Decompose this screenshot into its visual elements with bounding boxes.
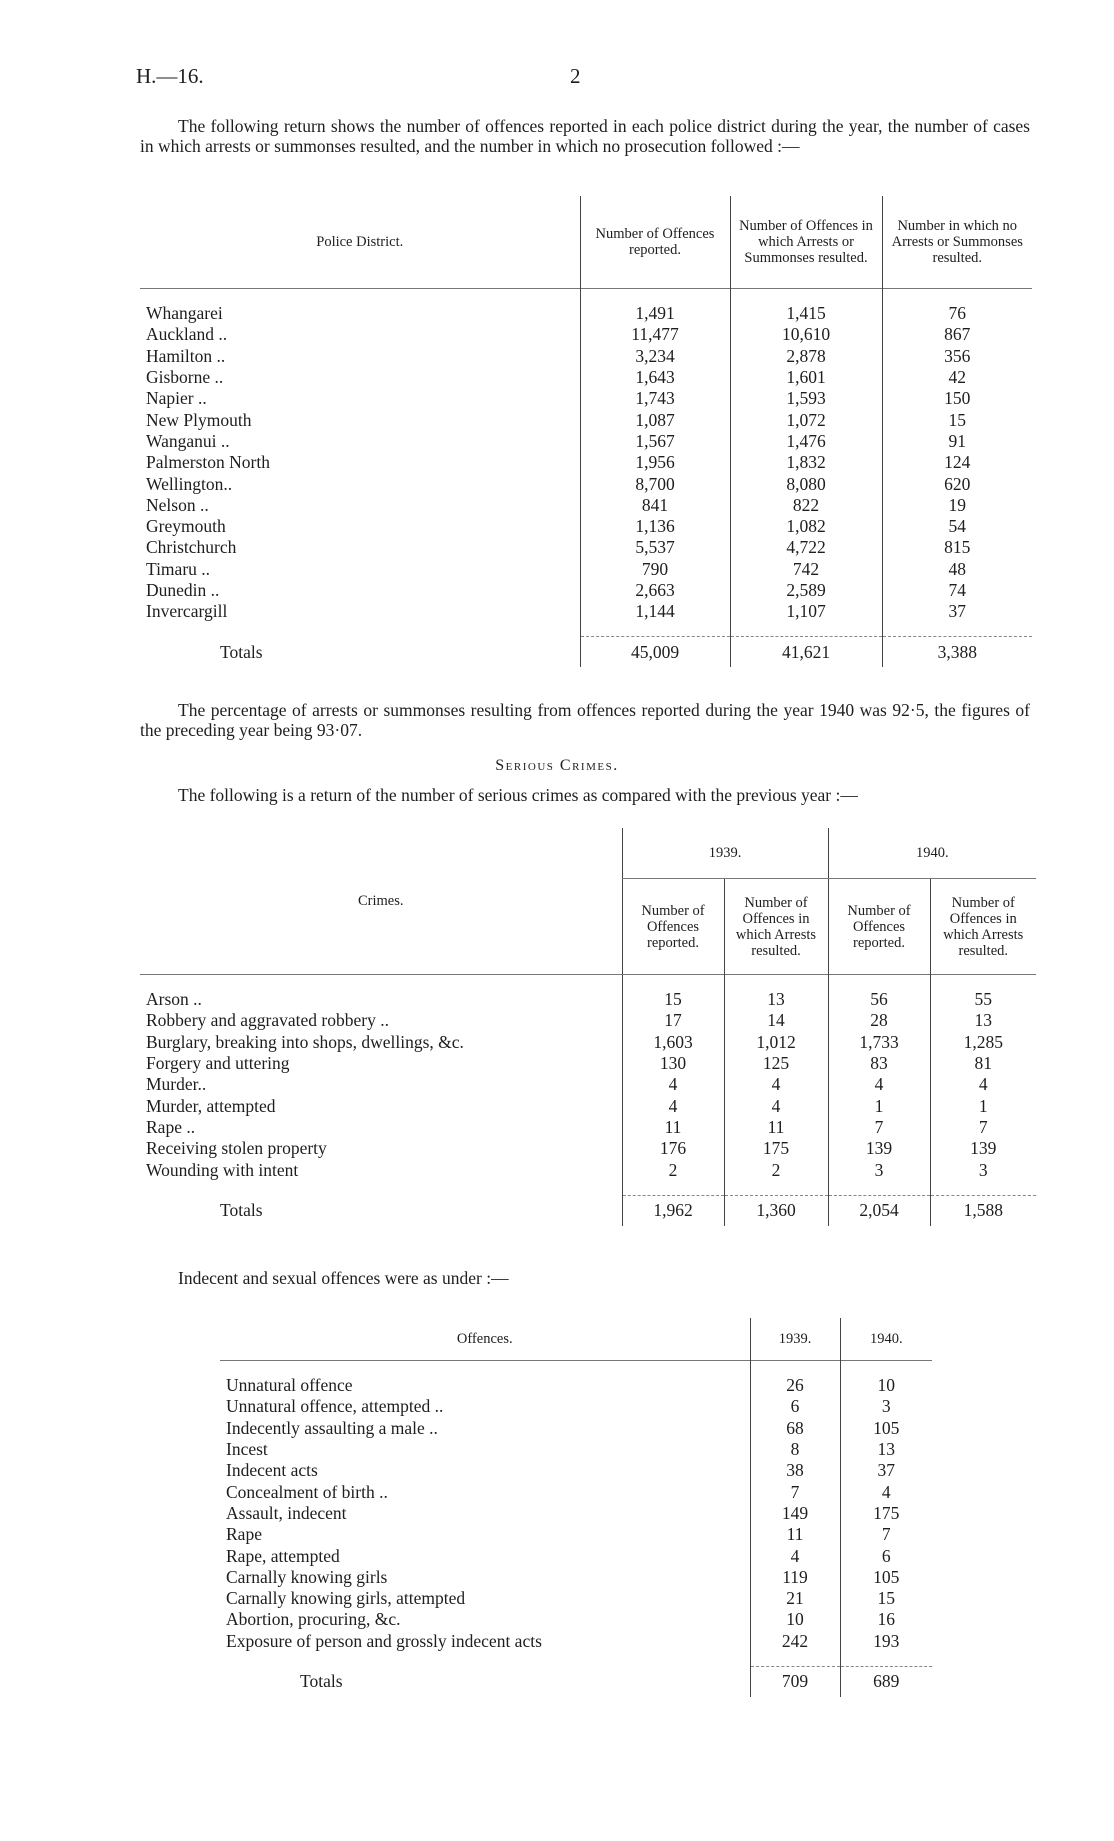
district-row bbox=[140, 409, 1032, 430]
district-row bbox=[140, 495, 1032, 516]
district-total-cell: 45,009 bbox=[580, 637, 730, 668]
district-row bbox=[140, 452, 1032, 473]
district-row-label-text: Auckland .. bbox=[146, 324, 228, 345]
district-cell: 124 bbox=[882, 452, 1032, 473]
district-row bbox=[140, 473, 1032, 494]
district-cell: 1,107 bbox=[730, 601, 882, 622]
crime-row-label bbox=[140, 1138, 622, 1159]
district-total-cell: 3,388 bbox=[882, 637, 1032, 668]
district-cell: 19 bbox=[882, 495, 1032, 516]
crime-totals-row bbox=[140, 1195, 1036, 1226]
offence-row-label bbox=[220, 1396, 750, 1417]
district-row-label bbox=[140, 324, 580, 345]
intro-paragraph-indecent: Indecent and sexual offences were as under :— bbox=[178, 1268, 509, 1288]
offence-cell: 10 bbox=[750, 1609, 840, 1630]
crime-row bbox=[140, 1117, 1036, 1138]
district-row-label bbox=[140, 473, 580, 494]
district-row-label-text: Palmerston North bbox=[146, 452, 270, 473]
crime-row bbox=[140, 1074, 1036, 1095]
crime-cell: 3 bbox=[930, 1159, 1036, 1180]
district-cell: 867 bbox=[882, 324, 1032, 345]
crime-total-cell: 2,054 bbox=[828, 1195, 930, 1226]
offence-cell: 21 bbox=[750, 1588, 840, 1609]
crime-row-label bbox=[140, 1053, 622, 1074]
crime-cell: 176 bbox=[622, 1138, 724, 1159]
crime-cell: 11 bbox=[724, 1117, 828, 1138]
offence-row-label bbox=[220, 1588, 750, 1609]
crime-row bbox=[140, 1138, 1036, 1159]
crime-row-label-text: Robbery and aggravated robbery .. bbox=[146, 1010, 389, 1031]
serious-crimes-heading: Serious Crimes. bbox=[495, 757, 619, 774]
crime-total-cell: 1,588 bbox=[930, 1195, 1036, 1226]
crime-cell: 4 bbox=[724, 1095, 828, 1116]
district-cell: 1,832 bbox=[730, 452, 882, 473]
crime-row bbox=[140, 989, 1036, 1010]
offence-cell: 105 bbox=[840, 1418, 932, 1439]
district-row bbox=[140, 601, 1032, 622]
offence-row-label bbox=[220, 1524, 750, 1545]
crime-cell: 1,603 bbox=[622, 1032, 724, 1053]
offence-row bbox=[220, 1418, 932, 1439]
offence-row bbox=[220, 1567, 932, 1588]
offence-cell: 15 bbox=[840, 1588, 932, 1609]
column-header-reported-1940: Number of Offences reported. bbox=[828, 879, 930, 975]
district-row bbox=[140, 388, 1032, 409]
district-row-label-text: Gisborne .. bbox=[146, 367, 224, 388]
indecent-offences-table bbox=[220, 1318, 932, 1697]
crime-row-label bbox=[140, 989, 622, 1010]
district-row-label bbox=[140, 388, 580, 409]
page-number: 2 bbox=[570, 64, 581, 88]
district-cell: 356 bbox=[882, 346, 1032, 367]
year-header-1940: 1940. bbox=[828, 828, 1036, 879]
offence-row-label bbox=[220, 1567, 750, 1588]
district-cell: 790 bbox=[580, 559, 730, 580]
column-header-1939: 1939. bbox=[750, 1318, 840, 1361]
district-cell: 1,491 bbox=[580, 303, 730, 324]
district-row-label-text: Wanganui .. bbox=[146, 430, 230, 451]
district-cell: 1,601 bbox=[730, 367, 882, 388]
district-cell: 1,743 bbox=[580, 388, 730, 409]
district-row-label bbox=[140, 452, 580, 473]
crime-row-label-text: Arson .. bbox=[146, 989, 202, 1010]
crime-cell: 4 bbox=[622, 1095, 724, 1116]
offence-row-label-text: Incest bbox=[226, 1439, 268, 1460]
crime-cell: 139 bbox=[930, 1138, 1036, 1159]
offence-total-cell: 709 bbox=[750, 1666, 840, 1697]
offence-row-label-text: Exposure of person and grossly indecent acts bbox=[226, 1630, 542, 1651]
district-cell: 1,415 bbox=[730, 303, 882, 324]
district-row-label-text: Napier .. bbox=[146, 388, 207, 409]
district-cell: 742 bbox=[730, 559, 882, 580]
crime-cell: 81 bbox=[930, 1053, 1036, 1074]
offence-cell: 68 bbox=[750, 1418, 840, 1439]
offence-cell: 38 bbox=[750, 1460, 840, 1481]
district-cell: 841 bbox=[580, 495, 730, 516]
district-row bbox=[140, 303, 1032, 324]
document-reference: H.—16. bbox=[136, 64, 204, 88]
offence-cell: 4 bbox=[750, 1545, 840, 1566]
intro-paragraph-serious: The following is a return of the number of serious crimes as compared with the previous year :— bbox=[178, 785, 858, 805]
offence-row-label-text: Rape bbox=[226, 1524, 262, 1545]
column-header-district: Police District. bbox=[316, 234, 404, 250]
district-cell: 150 bbox=[882, 388, 1032, 409]
crime-cell: 130 bbox=[622, 1053, 724, 1074]
column-header-arrests: Number of Offences in which Arrests or Summonses resulted. bbox=[730, 196, 882, 289]
offence-row-label bbox=[220, 1418, 750, 1439]
district-row-label-text: Nelson .. bbox=[146, 494, 209, 515]
district-row-label bbox=[140, 537, 580, 558]
district-total-cell: 41,621 bbox=[730, 637, 882, 668]
district-row bbox=[140, 367, 1032, 388]
district-cell: 822 bbox=[730, 495, 882, 516]
offence-cell: 7 bbox=[840, 1524, 932, 1545]
crime-row-label-text: Wounding with intent bbox=[146, 1159, 299, 1180]
crime-row-label-text: Receiving stolen property bbox=[146, 1138, 327, 1159]
offence-total-cell: 689 bbox=[840, 1666, 932, 1697]
district-cell: 1,956 bbox=[580, 452, 730, 473]
district-cell: 1,136 bbox=[580, 516, 730, 537]
district-cell: 74 bbox=[882, 580, 1032, 601]
district-cell: 1,144 bbox=[580, 601, 730, 622]
district-cell: 2,589 bbox=[730, 580, 882, 601]
offence-cell: 7 bbox=[750, 1481, 840, 1502]
offence-row-label-text: Indecent acts bbox=[226, 1460, 318, 1481]
district-row-label-text: Dunedin .. bbox=[146, 580, 220, 600]
district-row-label-text: Hamilton .. bbox=[146, 345, 226, 366]
district-cell: 1,476 bbox=[730, 431, 882, 452]
offence-row-label-text: Indecently assaulting a male .. bbox=[226, 1417, 438, 1438]
district-cell: 620 bbox=[882, 473, 1032, 494]
crime-row-label bbox=[140, 1010, 622, 1031]
district-row bbox=[140, 431, 1032, 452]
crime-row bbox=[140, 1095, 1036, 1116]
district-cell: 10,610 bbox=[730, 324, 882, 345]
crime-cell: 55 bbox=[930, 989, 1036, 1010]
district-row-label-text: Timaru .. bbox=[146, 558, 211, 579]
crime-cell: 2 bbox=[622, 1159, 724, 1180]
crime-totals-label: Totals bbox=[220, 1199, 263, 1220]
crime-row-label-text: Rape .. bbox=[146, 1116, 196, 1137]
offence-cell: 105 bbox=[840, 1567, 932, 1588]
crime-row-label bbox=[140, 1159, 622, 1180]
crime-row-label bbox=[140, 1117, 622, 1138]
crime-row-label-text: Murder.. bbox=[146, 1074, 207, 1095]
crime-cell: 2 bbox=[724, 1159, 828, 1180]
crime-cell: 83 bbox=[828, 1053, 930, 1074]
district-cell: 76 bbox=[882, 303, 1032, 324]
district-row-label bbox=[140, 601, 580, 622]
crime-cell: 1,012 bbox=[724, 1032, 828, 1053]
district-cell: 42 bbox=[882, 367, 1032, 388]
offence-row bbox=[220, 1375, 932, 1396]
district-cell: 15 bbox=[882, 409, 1032, 430]
district-row-label bbox=[140, 516, 580, 537]
column-header-crimes: Crimes. bbox=[140, 828, 622, 975]
crime-cell: 7 bbox=[828, 1117, 930, 1138]
district-row-label-text: Christchurch bbox=[146, 537, 237, 558]
district-row-label-text: Greymouth bbox=[146, 516, 226, 537]
district-cell: 2,878 bbox=[730, 346, 882, 367]
offence-row-label-text: Carnally knowing girls bbox=[226, 1566, 388, 1587]
column-header-arrests-1940: Number of Offences in which Arrests resulted. bbox=[930, 879, 1036, 975]
district-row bbox=[140, 516, 1032, 537]
intro-paragraph-districts: The following return shows the number of offences reported in each police district during the year, the number of cases in which arrests or summonses resulted, and the number in which no prosecution followed :— bbox=[140, 116, 1030, 156]
crime-cell: 28 bbox=[828, 1010, 930, 1031]
district-totals-row bbox=[140, 637, 1032, 668]
column-header-reported: Number of Offences reported. bbox=[580, 196, 730, 289]
district-cell: 11,477 bbox=[580, 324, 730, 345]
crime-cell: 4 bbox=[828, 1074, 930, 1095]
district-cell: 8,700 bbox=[580, 473, 730, 494]
crime-total-cell: 1,360 bbox=[724, 1195, 828, 1226]
offence-cell: 3 bbox=[840, 1396, 932, 1417]
offence-cell: 11 bbox=[750, 1524, 840, 1545]
crime-row-label-text: Forgery and uttering bbox=[146, 1053, 290, 1074]
offence-totals-label: Totals bbox=[300, 1671, 343, 1692]
offence-cell: 119 bbox=[750, 1567, 840, 1588]
crime-row bbox=[140, 1010, 1036, 1031]
crime-cell: 13 bbox=[724, 989, 828, 1010]
column-header-offences: Offences. bbox=[456, 1331, 513, 1347]
column-header-reported-1939: Number of Offences reported. bbox=[622, 879, 724, 975]
district-row-label bbox=[140, 580, 580, 601]
district-row-label bbox=[140, 409, 580, 430]
district-cell: 91 bbox=[882, 431, 1032, 452]
offence-row bbox=[220, 1439, 932, 1460]
district-cell: 4,722 bbox=[730, 537, 882, 558]
crime-cell: 125 bbox=[724, 1053, 828, 1074]
offence-cell: 8 bbox=[750, 1439, 840, 1460]
serious-crimes-table bbox=[140, 828, 1036, 1226]
crime-cell: 15 bbox=[622, 989, 724, 1010]
offence-row-label-text: Concealment of birth .. bbox=[226, 1481, 388, 1502]
district-cell: 1,082 bbox=[730, 516, 882, 537]
district-cell: 8,080 bbox=[730, 473, 882, 494]
offence-row bbox=[220, 1503, 932, 1524]
district-row bbox=[140, 324, 1032, 345]
offence-cell: 6 bbox=[750, 1396, 840, 1417]
district-cell: 2,663 bbox=[580, 580, 730, 601]
crime-cell: 139 bbox=[828, 1138, 930, 1159]
crime-cell: 7 bbox=[930, 1117, 1036, 1138]
offence-cell: 37 bbox=[840, 1460, 932, 1481]
offence-cell: 26 bbox=[750, 1375, 840, 1396]
offence-row bbox=[220, 1524, 932, 1545]
column-header-no-arrests: Number in which no Arrests or Summonses resulted. bbox=[882, 196, 1032, 289]
crime-row bbox=[140, 1159, 1036, 1180]
offence-totals-row bbox=[220, 1666, 932, 1697]
offence-row bbox=[220, 1396, 932, 1417]
district-row-label bbox=[140, 346, 580, 367]
crime-cell: 17 bbox=[622, 1010, 724, 1031]
offence-row-label bbox=[220, 1609, 750, 1630]
offence-row-label-text: Carnally knowing girls, attempted bbox=[226, 1588, 466, 1609]
offence-row bbox=[220, 1631, 932, 1652]
crime-row-label bbox=[140, 1032, 622, 1053]
district-row-label-text: Invercargill bbox=[146, 601, 228, 622]
crime-cell: 11 bbox=[622, 1117, 724, 1138]
offence-cell: 175 bbox=[840, 1503, 932, 1524]
offence-row-label-text: Unnatural offence bbox=[226, 1375, 353, 1396]
district-cell: 37 bbox=[882, 601, 1032, 622]
crime-cell: 1,733 bbox=[828, 1032, 930, 1053]
district-row bbox=[140, 537, 1032, 558]
crime-row-label bbox=[140, 1074, 622, 1095]
crime-row bbox=[140, 1053, 1036, 1074]
offence-row-label bbox=[220, 1481, 750, 1502]
offence-row bbox=[220, 1588, 932, 1609]
offence-row bbox=[220, 1460, 932, 1481]
offence-row-label bbox=[220, 1439, 750, 1460]
crime-cell: 1,285 bbox=[930, 1032, 1036, 1053]
district-row bbox=[140, 559, 1032, 580]
crime-row-label-text: Burglary, breaking into shops, dwellings, &c. bbox=[146, 1031, 464, 1052]
offence-row-label-text: Rape, attempted bbox=[226, 1545, 340, 1566]
crime-cell: 13 bbox=[930, 1010, 1036, 1031]
district-row-label-text: Whangarei bbox=[146, 303, 223, 324]
crime-cell: 4 bbox=[724, 1074, 828, 1095]
district-row-label bbox=[140, 559, 580, 580]
district-row-label bbox=[140, 367, 580, 388]
offence-cell: 16 bbox=[840, 1609, 932, 1630]
crime-total-cell: 1,962 bbox=[622, 1195, 724, 1226]
offence-row bbox=[220, 1609, 932, 1630]
district-cell: 1,072 bbox=[730, 409, 882, 430]
district-row-label-text: Wellington.. bbox=[146, 473, 233, 494]
offence-row-label-text: Assault, indecent bbox=[226, 1502, 347, 1523]
offence-cell: 6 bbox=[840, 1545, 932, 1566]
crime-cell: 1 bbox=[828, 1095, 930, 1116]
offence-cell: 149 bbox=[750, 1503, 840, 1524]
district-cell: 1,087 bbox=[580, 409, 730, 430]
crime-cell: 1 bbox=[930, 1095, 1036, 1116]
offence-cell: 4 bbox=[840, 1481, 932, 1502]
police-district-table bbox=[140, 196, 1032, 667]
column-header-1940: 1940. bbox=[840, 1318, 932, 1361]
percentage-paragraph: The percentage of arrests or summonses resulting from offences reported during the year 1940 was 92·5, the figures of the preceding year being 93·07. bbox=[140, 700, 1030, 740]
district-cell: 1,567 bbox=[580, 431, 730, 452]
crime-row-label-text: Murder, attempted bbox=[146, 1095, 276, 1116]
offence-row-label bbox=[220, 1631, 750, 1652]
district-cell: 815 bbox=[882, 537, 1032, 558]
district-row-label bbox=[140, 303, 580, 324]
crime-cell: 14 bbox=[724, 1010, 828, 1031]
offence-row bbox=[220, 1545, 932, 1566]
offence-cell: 13 bbox=[840, 1439, 932, 1460]
district-row-label bbox=[140, 431, 580, 452]
crime-row-label bbox=[140, 1095, 622, 1116]
district-cell: 5,537 bbox=[580, 537, 730, 558]
district-row-label-text: New Plymouth bbox=[146, 409, 252, 430]
crime-cell: 175 bbox=[724, 1138, 828, 1159]
offence-cell: 10 bbox=[840, 1375, 932, 1396]
crime-row bbox=[140, 1032, 1036, 1053]
crime-cell: 56 bbox=[828, 989, 930, 1010]
district-row bbox=[140, 346, 1032, 367]
offence-row-label bbox=[220, 1545, 750, 1566]
offence-row-label-text: Unnatural offence, attempted .. bbox=[226, 1396, 444, 1417]
crime-cell: 4 bbox=[622, 1074, 724, 1095]
column-header-arrests-1939: Number of Offences in which Arrests resulted. bbox=[724, 879, 828, 975]
offence-cell: 193 bbox=[840, 1631, 932, 1652]
offence-cell: 242 bbox=[750, 1631, 840, 1652]
year-header-1939: 1939. bbox=[622, 828, 828, 879]
offence-row bbox=[220, 1481, 932, 1502]
district-row-label bbox=[140, 495, 580, 516]
district-totals-label: Totals bbox=[220, 641, 263, 662]
district-cell: 1,593 bbox=[730, 388, 882, 409]
district-cell: 54 bbox=[882, 516, 1032, 537]
offence-row-label bbox=[220, 1503, 750, 1524]
district-row bbox=[140, 580, 1032, 601]
district-cell: 1,643 bbox=[580, 367, 730, 388]
crime-cell: 3 bbox=[828, 1159, 930, 1180]
offence-row-label-text: Abortion, procuring, &c. bbox=[226, 1609, 401, 1630]
district-cell: 48 bbox=[882, 559, 1032, 580]
offence-row-label bbox=[220, 1375, 750, 1396]
district-cell: 3,234 bbox=[580, 346, 730, 367]
offence-row-label bbox=[220, 1460, 750, 1481]
crime-cell: 4 bbox=[930, 1074, 1036, 1095]
